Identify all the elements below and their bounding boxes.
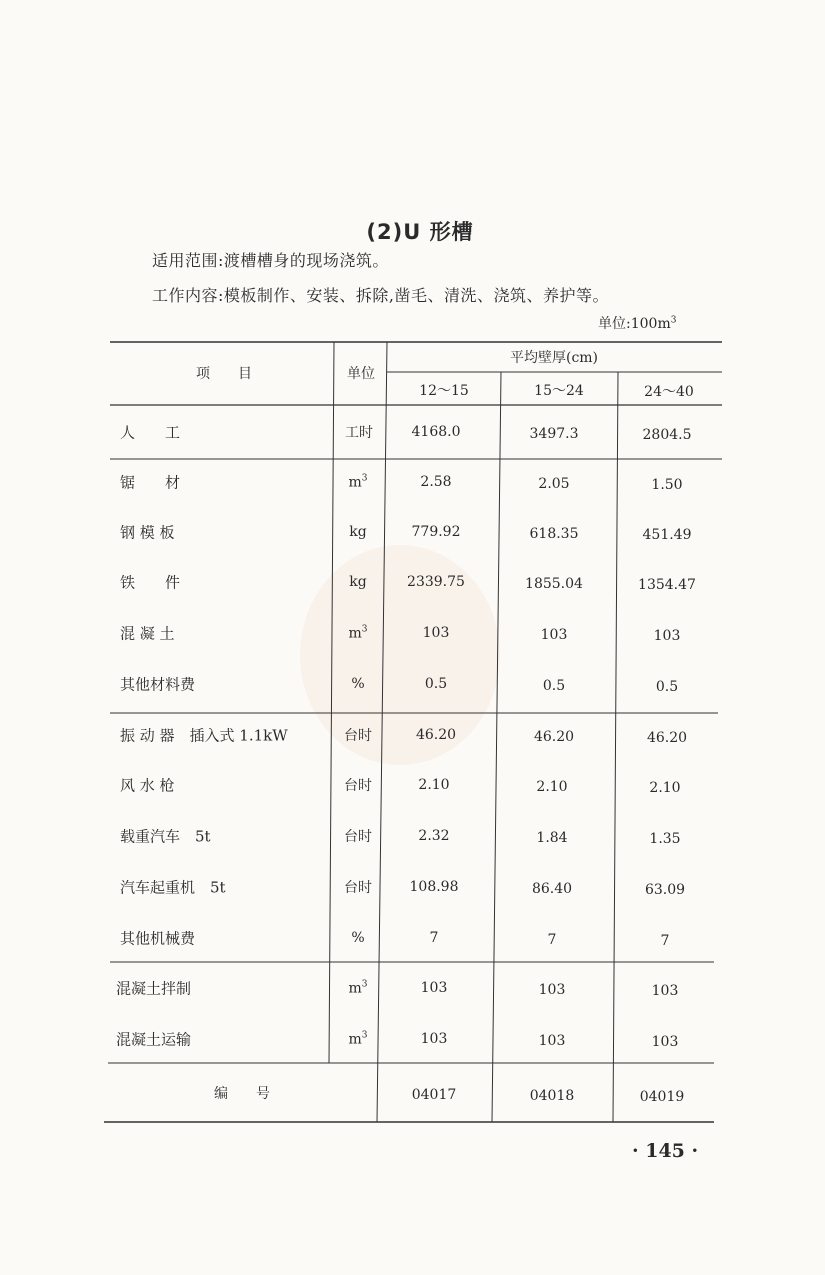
row-unit bbox=[351, 676, 364, 692]
row-unit-text: % bbox=[351, 676, 365, 692]
row-unit-text: m bbox=[348, 625, 362, 642]
row-item-name: 其他材料费 bbox=[120, 675, 196, 694]
value-cell: 103 bbox=[651, 1034, 679, 1050]
row-unit bbox=[348, 474, 367, 491]
value-cell: 103 bbox=[540, 626, 568, 643]
row-item-name: 载重汽车 5t bbox=[120, 827, 211, 846]
row-unit-text: % bbox=[351, 930, 365, 946]
page-number: · 145 · bbox=[632, 1140, 699, 1162]
unit-note-sup: 3 bbox=[670, 315, 677, 326]
value-cell: 108.98 bbox=[409, 879, 459, 895]
row-unit bbox=[344, 725, 372, 745]
value-cell: 0.5 bbox=[655, 679, 679, 695]
unit-note-prefix: 单位:100m bbox=[598, 316, 671, 332]
value-cell: 46.20 bbox=[415, 727, 457, 743]
row-unit bbox=[344, 826, 372, 846]
value-cell: 103 bbox=[422, 625, 450, 641]
unit-note bbox=[598, 313, 676, 333]
value-cell: 779.92 bbox=[411, 524, 461, 540]
row-unit-sup: 3 bbox=[361, 1030, 368, 1041]
row-item-name: 风 水 枪 bbox=[120, 776, 175, 795]
header-item: 项 目 bbox=[196, 366, 252, 382]
work-content-text: 工作内容:模板制作、安装、拆除,凿毛、清洗、浇筑、养护等。 bbox=[152, 286, 609, 305]
row-unit-text: 台时 bbox=[344, 880, 372, 896]
row-item-name: 钢 模 板 bbox=[120, 523, 175, 542]
value-cell: 451.49 bbox=[642, 527, 692, 543]
row-unit bbox=[349, 574, 366, 590]
row-unit bbox=[351, 930, 364, 946]
row-unit-text: m bbox=[348, 474, 362, 491]
value-cell: 1.35 bbox=[649, 831, 681, 847]
value-cell: 46.20 bbox=[533, 728, 575, 745]
page-title: (2)U 形槽 bbox=[366, 220, 474, 244]
row-item-name: 铁 件 bbox=[120, 573, 181, 592]
value-cell: 2804.5 bbox=[642, 427, 692, 443]
unit-left-rule bbox=[329, 342, 334, 1063]
row-item-name: 汽车起重机 5t bbox=[120, 878, 226, 897]
value-cell: 103 bbox=[651, 983, 679, 999]
value-cell: 7 bbox=[429, 930, 439, 946]
value-cell: 86.40 bbox=[531, 880, 573, 897]
column-header: 12～15 bbox=[419, 383, 469, 399]
code-cell: 04019 bbox=[639, 1089, 685, 1105]
row-item-name: 振 动 器 插入式 1.1kW bbox=[120, 726, 288, 745]
row-item-name: 混 凝 土 bbox=[120, 624, 175, 643]
value-cell: 103 bbox=[420, 1031, 448, 1047]
row-unit bbox=[344, 877, 372, 897]
col1-right-rule bbox=[492, 372, 501, 1122]
code-cell: 04017 bbox=[411, 1087, 457, 1103]
row-unit-text: kg bbox=[349, 524, 367, 540]
value-cell: 1.50 bbox=[651, 477, 683, 493]
value-cell: 2.05 bbox=[538, 475, 570, 492]
row-unit bbox=[348, 625, 367, 642]
value-cell: 3497.3 bbox=[529, 425, 579, 442]
col2-right-rule bbox=[613, 372, 618, 1122]
value-cell: 1354.47 bbox=[638, 577, 696, 593]
row-unit bbox=[345, 422, 373, 442]
header-unit: 单位 bbox=[347, 366, 375, 382]
value-cell: 103 bbox=[420, 980, 448, 996]
value-cell: 103 bbox=[538, 1032, 566, 1049]
row-unit-text: 台时 bbox=[344, 778, 372, 794]
value-cell: 618.35 bbox=[529, 525, 579, 542]
value-cell: 2.10 bbox=[649, 780, 681, 796]
row-unit-text: 台时 bbox=[344, 829, 372, 845]
row-unit bbox=[348, 1031, 367, 1048]
row-item-name: 人 工 bbox=[120, 423, 181, 442]
value-cell: 7 bbox=[660, 933, 670, 949]
quota-table bbox=[104, 335, 722, 1128]
value-cell: 2.58 bbox=[420, 474, 452, 490]
value-cell: 63.09 bbox=[644, 882, 686, 898]
row-item-name: 混凝土运输 bbox=[116, 1030, 192, 1049]
row-item-name: 其他机械费 bbox=[120, 929, 196, 948]
header-group: 平均壁厚(cm) bbox=[509, 350, 599, 366]
row-unit bbox=[349, 524, 366, 540]
footer-label: 编 号 bbox=[214, 1086, 270, 1102]
row-unit-sup: 3 bbox=[361, 979, 368, 990]
row-unit-text: m bbox=[348, 980, 362, 997]
value-cell: 0.5 bbox=[424, 676, 448, 692]
value-cell: 2339.75 bbox=[407, 574, 465, 590]
value-cell: 46.20 bbox=[646, 730, 688, 746]
value-cell: 2.32 bbox=[418, 828, 450, 844]
row-unit-text: m bbox=[348, 1031, 362, 1048]
column-header: 24～40 bbox=[644, 384, 694, 400]
row-unit-text: kg bbox=[349, 574, 367, 590]
value-cell: 1855.04 bbox=[525, 575, 583, 592]
row-unit-sup: 3 bbox=[361, 473, 368, 484]
value-cell: 2.10 bbox=[536, 778, 568, 795]
value-cell: 103 bbox=[653, 628, 681, 644]
value-cell: 7 bbox=[547, 931, 557, 948]
value-cell: 2.10 bbox=[418, 777, 450, 793]
row-unit-text: 工时 bbox=[345, 425, 373, 441]
row-item-name: 锯 材 bbox=[120, 473, 181, 492]
scope-text: 适用范围:渡槽槽身的现场浇筑。 bbox=[152, 251, 389, 270]
row-unit-sup: 3 bbox=[361, 624, 368, 635]
row-unit bbox=[344, 775, 372, 795]
code-cell: 04018 bbox=[529, 1088, 575, 1104]
row-unit-text: 台时 bbox=[344, 728, 372, 744]
value-cell: 103 bbox=[538, 981, 566, 998]
value-cell: 0.5 bbox=[542, 677, 566, 694]
row-unit bbox=[348, 980, 367, 997]
value-cell: 4168.0 bbox=[411, 424, 461, 440]
column-header: 15～24 bbox=[534, 383, 584, 399]
value-cell: 1.84 bbox=[536, 829, 568, 846]
row-item-name: 混凝土拌制 bbox=[116, 979, 192, 998]
